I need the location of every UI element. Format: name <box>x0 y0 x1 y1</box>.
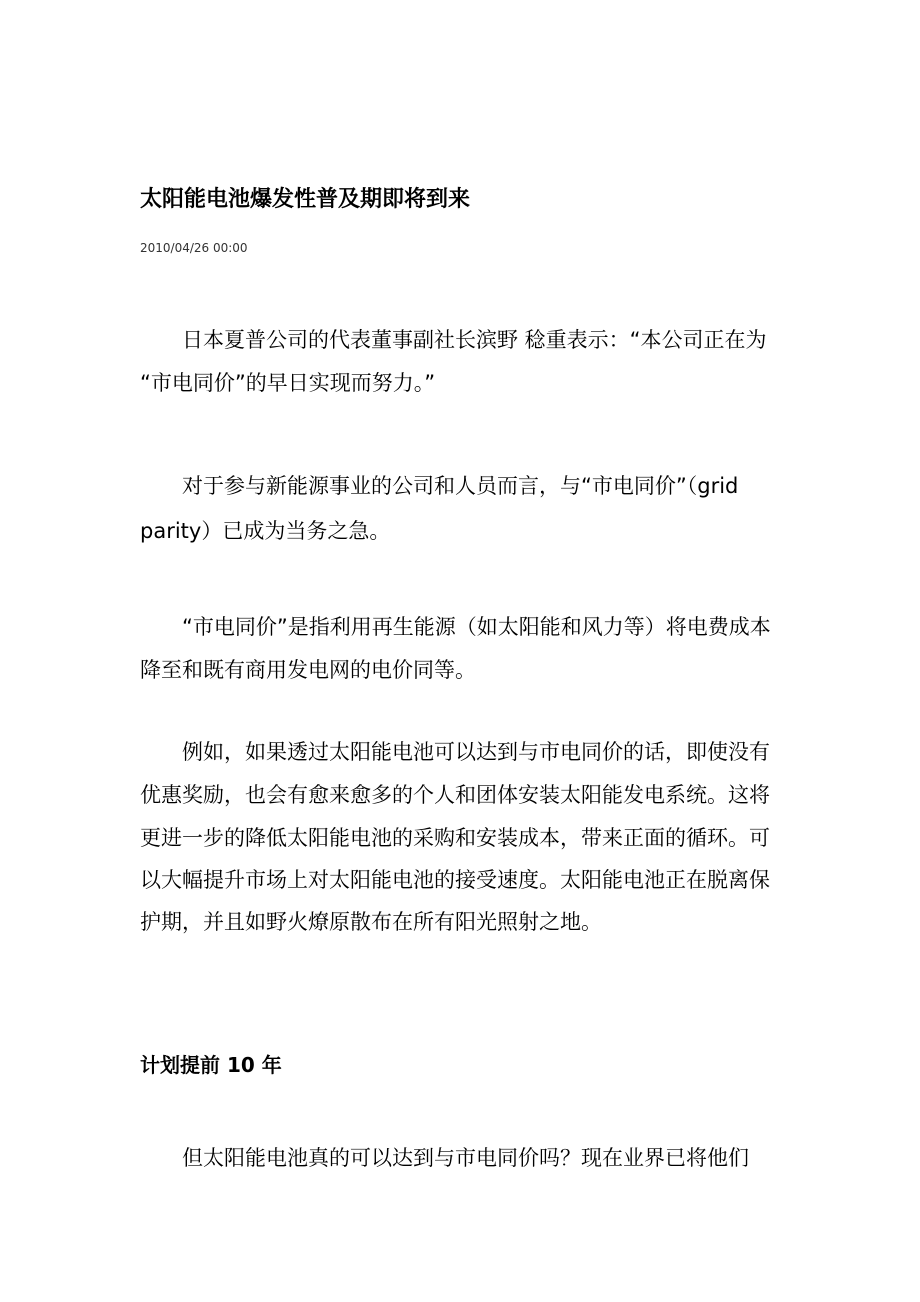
text-line: “市电同价”是指利用再生能源（如太阳能和风力等）将电费成本 <box>182 615 771 639</box>
text-line: 但太阳能电池真的可以达到与市电同价吗？现在业界已将他们 <box>182 1146 749 1170</box>
text-line: 护期，并且如野火燎原散布在所有阳光照射之地。 <box>140 910 602 934</box>
article-title: 太阳能电池爆发性普及期即将到来 <box>140 187 471 212</box>
text-line: 更进一步的降低太阳能电池的采购和安装成本，带来正面的循环。可 <box>140 826 770 850</box>
text-line: 降至和既有商用发电网的电价同等。 <box>140 658 476 682</box>
text-line: 例如，如果透过太阳能电池可以达到与市电同价的话，即使没有 <box>182 740 770 764</box>
text-line: “市电同价”的早日实现而努力。” <box>140 371 436 395</box>
text-line: 以大幅提升市场上对太阳能电池的接受速度。太阳能电池正在脱离保 <box>140 868 770 892</box>
section-subheading: 计划提前 10 年 <box>140 1053 282 1077</box>
text-line: 优惠奖励，也会有愈来愈多的个人和团体安装太阳能发电系统。这将 <box>140 783 770 807</box>
text-line: parity）已成为当务之急。 <box>140 519 391 543</box>
article-date: 2010/04/26 00:00 <box>140 241 248 255</box>
text-line: 日本夏普公司的代表董事副社长滨野 稔重表示：“本公司正在为 <box>182 328 767 352</box>
text-line: 对于参与新能源事业的公司和人员而言，与“市电同价”（grid <box>182 474 739 498</box>
